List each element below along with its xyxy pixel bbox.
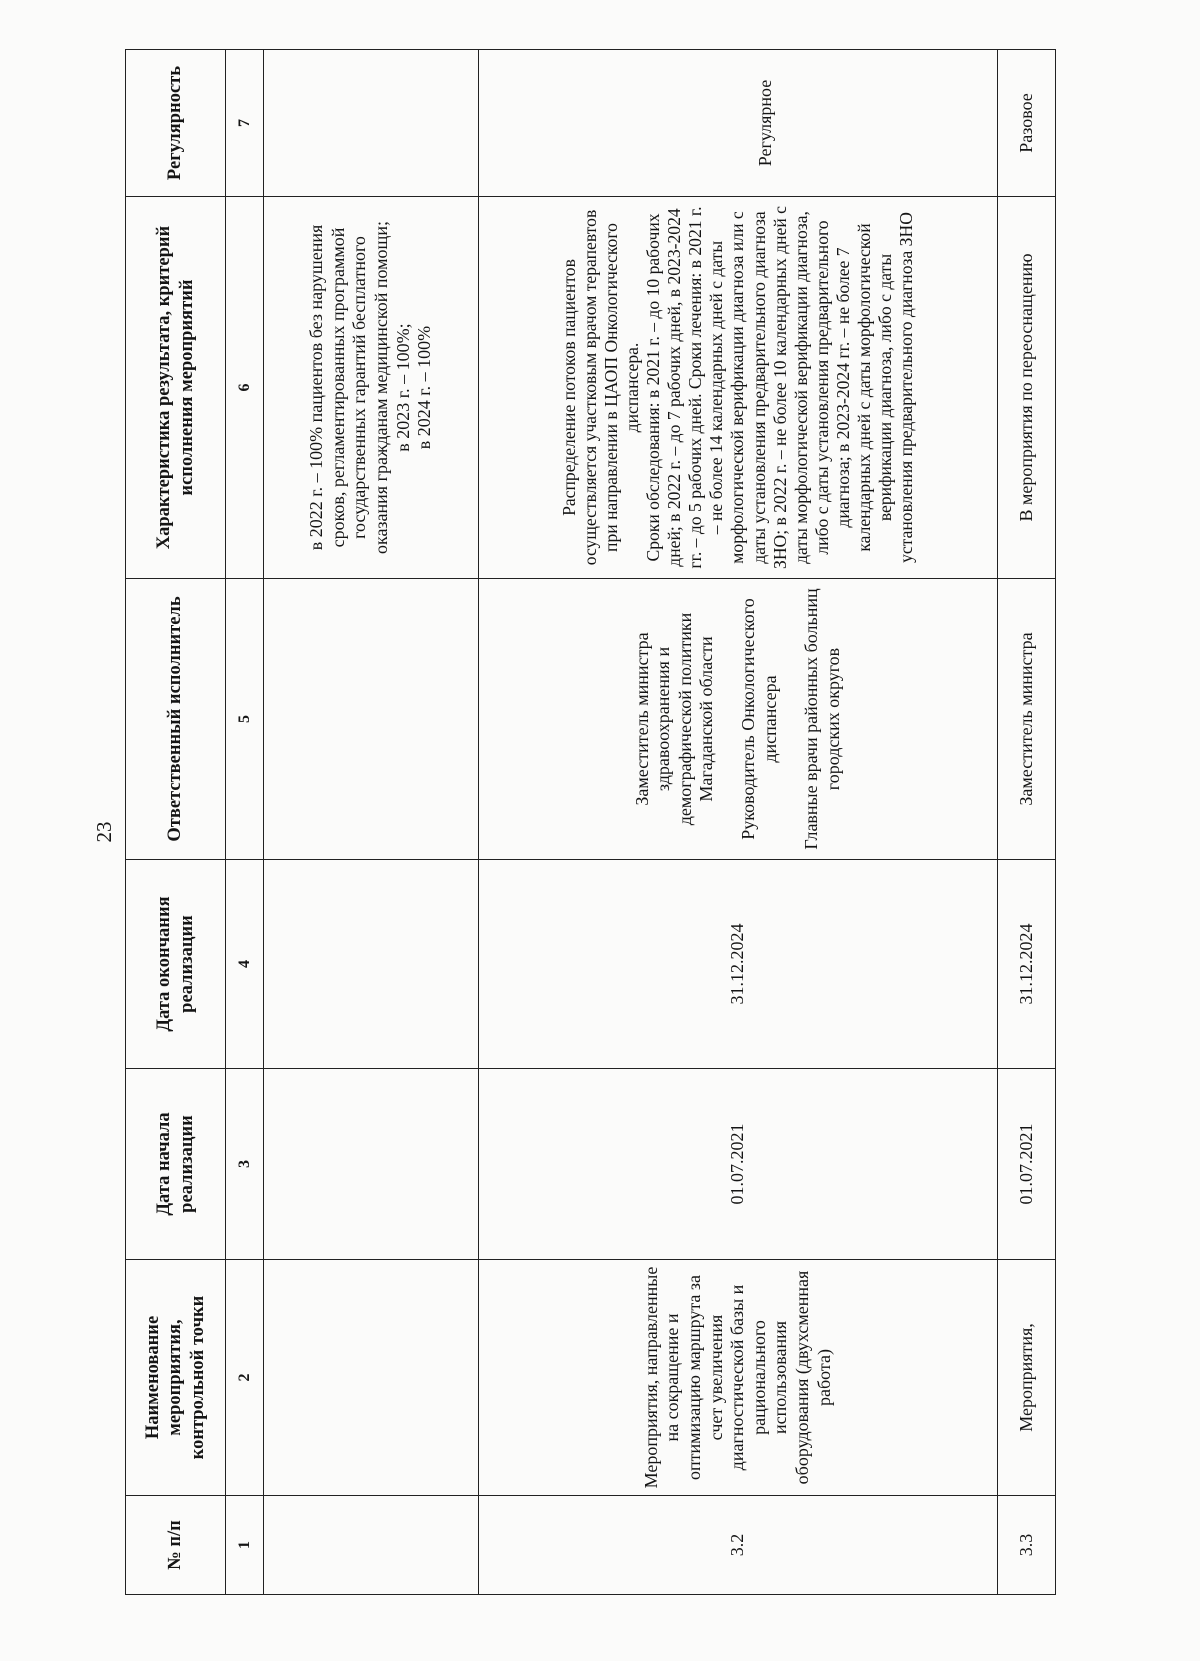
empty-cell [264,1260,479,1496]
table-row-3-3 [998,50,1056,1595]
col-number: 1 [226,1496,264,1595]
result-distribution: Распределение потоков пациентов осуществляется участковым врачом терапевтов при направлении в ЦАОП Онкологического диспансера. [558,209,642,566]
empty-cell [264,579,479,860]
result-cell [479,197,998,579]
empty-cell [264,860,479,1069]
empty-cell [264,1496,479,1595]
col-header-regularity: Регулярность [126,50,226,197]
regularity: Разовое [998,50,1056,197]
col-number: 5 [226,579,264,860]
col-number: 4 [226,860,264,1069]
continuation-result-text: в 2022 г. – 100% пациентов без нарушения сроков, регламентированных программой государственных гарантий бесплатного оказания гражданам медицинской помощи; [306,220,391,555]
action-plan-table [125,49,1056,1595]
col-header-responsible: Ответственный исполнитель [126,579,226,860]
empty-cell [264,1069,479,1260]
row-number: 3.3 [998,1496,1056,1595]
col-header-num: № п/п [126,1496,226,1595]
col-number: 3 [226,1069,264,1260]
regularity: Регулярное [479,50,998,197]
responsible-cell [479,579,998,860]
start-date: 01.07.2021 [479,1069,998,1260]
result: В мероприятия по переоснащению [998,197,1056,579]
responsible-chief-doctors: Главные врачи районных больниц городских округов [801,588,843,850]
start-date: 01.07.2021 [998,1069,1056,1260]
rotated-table-container [125,50,1055,1595]
col-header-name: Наименование мероприятия, контрольной точки [126,1260,226,1496]
responsible: Заместитель министра [998,579,1056,860]
col-header-start: Дата начала реализации [126,1069,226,1260]
measure-name: Мероприятия, направленные на сокращение и оптимизацию маршрута за счет увеличения диагностической базы и рационального использования оборудования (двухсменная работа) [479,1260,998,1496]
end-date: 31.12.2024 [998,860,1056,1069]
header-row [126,50,226,1595]
continuation-result-cell [264,197,479,579]
col-number: 2 [226,1260,264,1496]
measure-name: Мероприятия, [998,1260,1056,1496]
result-deadlines: Сроки обследования: в 2021 г. – до 10 рабочих дней; в 2022 г. – до 7 рабочих дней, в 2023-2024 гг. – до 5 рабочих дней. Сроки лечения: в 2021 г. – не более 14 календарных дней с даты морфологической верификации диагноза или с даты установления предварительного диагноза ЗНО; в 2022 г. – не более 10 календарных дней с даты морфологической верификации диагноза, либо с даты установления предварительного диагноза; в 2023-2024 гг. – не более 7 календарных дней с даты морфологической верификации диагноза, либо с даты установления предварительного диагноза ЗНО [643,206,917,569]
result-2024: в 2024 г. – 100% [414,325,435,450]
end-date: 31.12.2024 [479,860,998,1069]
page-number: 23 [92,821,116,843]
col-header-result: Характеристика результата, критерий исполнения мероприятий [126,197,226,579]
continuation-row [264,50,479,1595]
result-2023: в 2023 г. – 100%; [392,323,413,452]
row-number: 3.2 [479,1496,998,1595]
col-header-end: Дата окончания реализации [126,860,226,1069]
table-row-3-2 [479,50,998,1595]
responsible-oncology-head: Руководитель Онкологического диспансера [738,598,780,840]
col-number: 7 [226,50,264,197]
column-number-row [226,50,264,1595]
empty-cell [264,50,479,197]
col-number: 6 [226,197,264,579]
responsible-deputy-minister: Заместитель министра здравоохранения и демографической политики Магаданской области [631,612,717,826]
